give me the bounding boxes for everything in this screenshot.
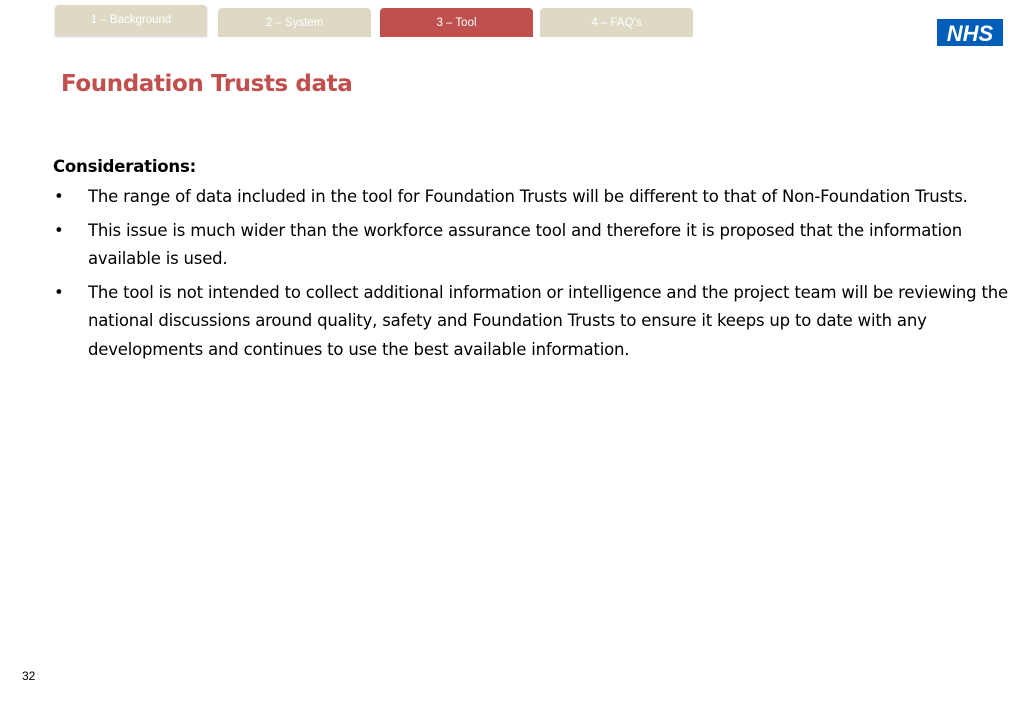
list-item-text: The range of data included in the tool for Foundation Trusts will be different to that of Non-Foundation Trusts. <box>88 187 968 206</box>
bullet-icon: • <box>54 220 64 240</box>
tab-label: 2 – System <box>265 17 324 29</box>
list-item <box>53 183 1015 212</box>
tab-system[interactable] <box>218 8 371 37</box>
tab-tool[interactable] <box>380 8 533 37</box>
considerations-list <box>53 183 1015 364</box>
slide-title: Foundation Trusts data <box>61 71 353 97</box>
considerations-heading: Considerations: <box>53 157 196 176</box>
tab-label: 3 – Tool <box>436 17 477 29</box>
bullet-icon: • <box>54 282 64 302</box>
tab-label: 4 – FAQ’s <box>591 17 642 29</box>
tab-background[interactable] <box>55 5 207 36</box>
tab-faqs[interactable] <box>540 8 693 37</box>
nhs-logo <box>937 19 1003 46</box>
page-number: 32 <box>22 669 36 683</box>
bullet-icon: • <box>54 187 64 206</box>
list-item-text: The tool is not intended to collect additional information or intelligence and the project team will be reviewing the national discussions around quality, safety and Foundation Trusts to ensure it keeps up to date with any developments and continues to use the best available information. <box>88 282 1008 359</box>
slide-body <box>53 153 1015 369</box>
nhs-logo-text: NHS <box>946 21 994 46</box>
list-item <box>53 279 1015 365</box>
list-item <box>53 217 1015 274</box>
tab-label: 1 – Background <box>90 14 172 26</box>
list-item-text: This issue is much wider than the workforce assurance tool and therefore it is proposed that the information available is used. <box>88 220 963 268</box>
